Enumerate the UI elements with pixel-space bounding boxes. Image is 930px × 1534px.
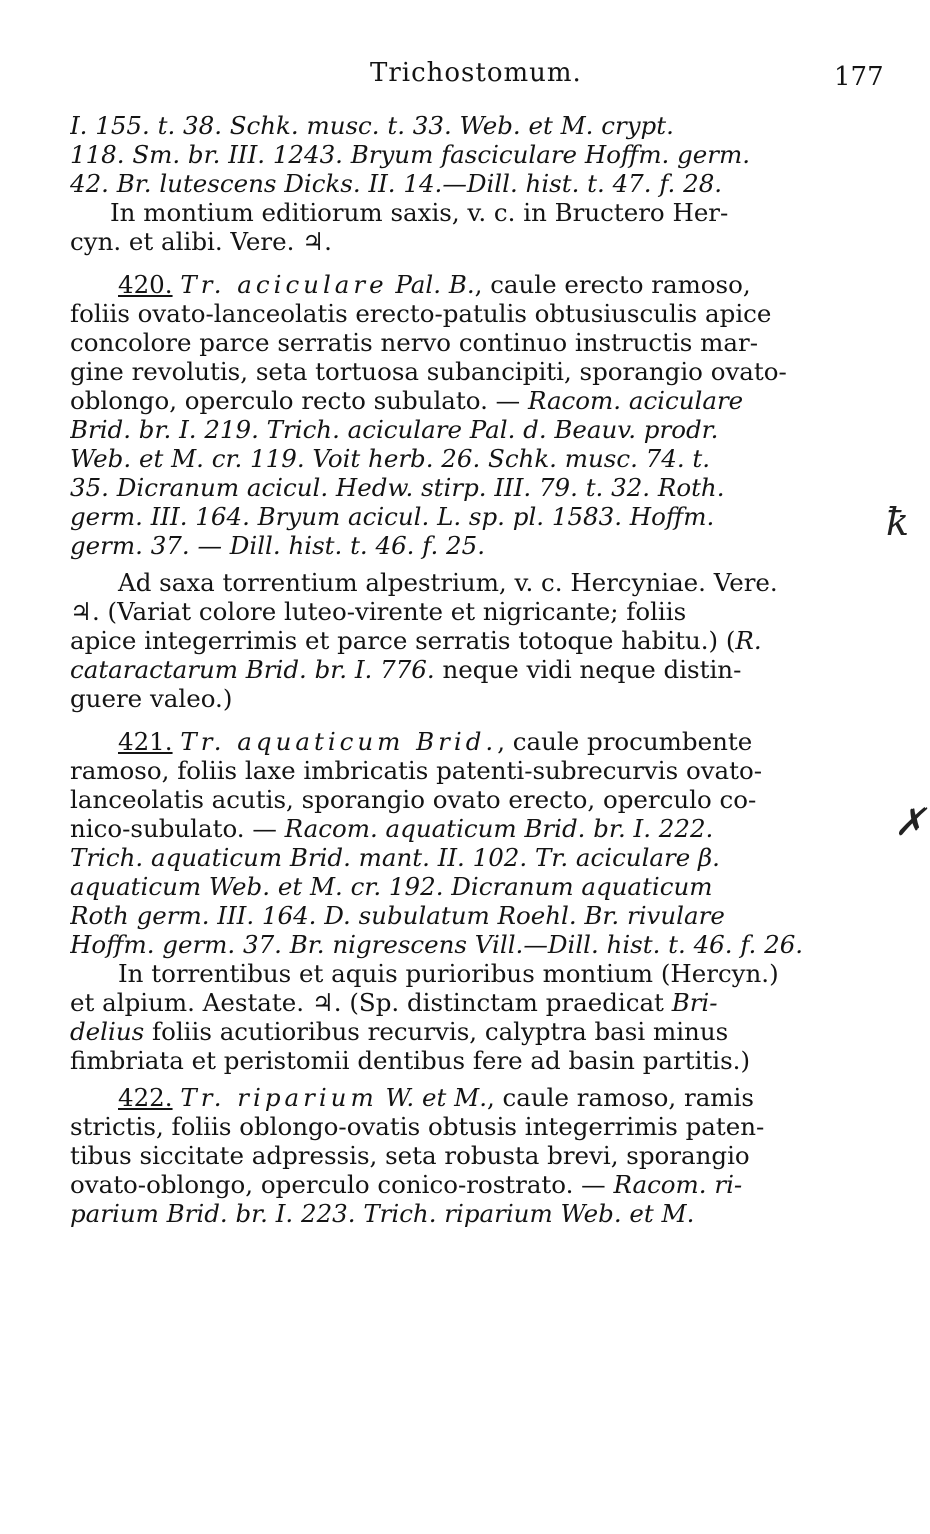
text-segment: Tr. aquaticum Brid. [180,727,498,756]
text-segment: Racom. aquaticum Brid. br. I. 222. [284,814,714,843]
text-segment: 118. Sm. br. III. 1243. Bryum fasciculare Hoffm. germ. [70,140,751,169]
page-header [0,50,930,96]
text-segment: 35. Dicranum acicul. Hedw. stirp. III. 79. t. 32. Roth. [70,473,725,502]
species-number: 422. [118,1083,173,1112]
text-segment: Tr. riparium [180,1083,378,1112]
text-segment: tibus siccitate adpressis, seta robusta brevi, sporangio [70,1141,750,1170]
paragraph-gap [70,560,876,568]
text-segment: ovato-oblongo, operculo conico-rostrato. — [70,1170,614,1199]
text-line [70,1112,876,1141]
text-segment: et alpium. Aestate. ♃. (Sp. distinctam praedicat [70,988,672,1017]
text-segment: fimbriata et peristomii dentibus fere ad basin partitis.) [70,1046,751,1075]
text-line [70,502,876,531]
margin-annotation-cross: ✗ [894,800,926,844]
paragraph-gap [70,1075,876,1083]
text-line [70,111,876,140]
text-segment: aquaticum Web. et M. cr. 192. Dicranum aquaticum [70,872,713,901]
text-segment: R. [735,626,762,655]
text-segment: Bri- [671,988,718,1017]
text-line [70,299,876,328]
page-number: 177 [834,62,884,92]
text-segment: Ad saxa torrentium alpestrium, v. c. Hercyniae. Vere. [118,568,778,597]
text-line [70,386,876,415]
text-line [70,655,876,684]
text-line [70,626,876,655]
text-line [70,415,876,444]
text-segment: I. 155. t. 38. Schk. musc. t. 33. Web. et M. crypt. [70,111,674,140]
text-segment: Racom. aciculare [527,386,744,415]
text-segment: parium Brid. br. I. 223. Trich. riparium Web. et M. [70,1199,695,1228]
text-line [70,1141,876,1170]
text-line [70,814,876,843]
text-segment: Web. et M. cr. 119. Voit herb. 26. Schk. musc. 74. t. [70,444,711,473]
text-line [70,1170,876,1199]
margin-annotation-mark: ꝁ [886,500,910,544]
text-segment: cyn. et alibi. Vere. ♃. [70,227,332,256]
text-line [70,727,876,756]
text-line [70,872,876,901]
text-line [70,930,876,959]
text-line [70,597,876,626]
text-segment: In torrentibus et aquis purioribus montium (Hercyn.) [118,959,779,988]
text-segment: W. et M. [385,1083,487,1112]
text-segment: Hoffm. germ. 37. Br. nigrescens Vill.—Dill. hist. t. 46. f. 26. [70,930,804,959]
text-line [70,169,876,198]
text-segment: strictis, foliis oblongo-ovatis obtusis integerrimis paten- [70,1112,765,1141]
text-line [70,901,876,930]
text-segment: Brid. br. I. 219. Trich. aciculare Pal. d. Beauv. prodr. [70,415,719,444]
text-line [70,756,876,785]
text-line [70,568,876,597]
text-segment: gine revolutis, seta tortuosa subancipiti, sporangio ovato- [70,357,787,386]
text-segment: apice integerrimis et parce serratis totoque habitu.) ( [70,626,736,655]
text-line [70,785,876,814]
text-line [70,444,876,473]
text-segment: germ. III. 164. Bryum acicul. L. sp. pl. 1583. Hoffm. [70,502,715,531]
text-segment: , caule ramoso, ramis [486,1083,754,1112]
text-segment: 42. Br. lutescens Dicks. II. 14.—Dill. hist. t. 47. f. 28. [70,169,723,198]
text-line [70,988,876,1017]
text-segment: Racom. ri- [613,1170,743,1199]
text-segment: Roth germ. III. 164. D. subulatum Roehl. Br. rivulare [70,901,725,930]
paragraph-gap [70,713,876,727]
text-segment: foliis acutioribus recurvis, calyptra basi minus [144,1017,729,1046]
text-segment: neque vidi neque distin- [434,655,742,684]
text-line [70,959,876,988]
running-title: Trichostomum. [370,58,582,88]
text-body [70,111,876,1228]
text-segment: In montium editiorum saxis, v. c. in Bructero Her- [110,198,729,227]
text-segment: foliis ovato-lanceolatis erecto-patulis obtusiusculis apice [70,299,772,328]
paragraph-gap [70,256,876,270]
text-segment: guere valeo.) [70,684,233,713]
text-line [70,1046,876,1075]
species-number: 420. [118,270,173,299]
text-line [70,1083,876,1112]
text-segment: lanceolatis acutis, sporangio ovato erecto, operculo co- [70,785,757,814]
text-segment: germ. 37. — Dill. hist. t. 46. f. 25. [70,531,485,560]
text-segment [378,1083,386,1112]
text-line [70,531,876,560]
text-line [70,198,876,227]
text-line [70,227,876,256]
text-segment: , caule erecto ramoso, [474,270,751,299]
text-segment: oblongo, operculo recto subulato. — [70,386,528,415]
text-segment: concolore parce serratis nervo continuo instructis mar- [70,328,758,357]
text-segment: Pal. B. [395,270,475,299]
text-segment: ramoso, foliis laxe imbricatis patenti-subrecurvis ovato- [70,756,763,785]
text-segment: , caule procumbente [497,727,753,756]
text-line [70,473,876,502]
text-segment: cataractarum Brid. br. I. 776. [70,655,435,684]
text-line [70,1199,876,1228]
text-line [70,1017,876,1046]
text-segment: nico-subulato. — [70,814,285,843]
text-line [70,140,876,169]
text-line [70,328,876,357]
text-segment: Tr. aciculare [180,270,388,299]
text-line [70,684,876,713]
text-segment: delius [70,1017,145,1046]
text-line [70,357,876,386]
text-line [70,270,876,299]
text-segment: ♃. (Variat colore luteo-virente et nigricante; foliis [70,597,687,626]
text-line [70,843,876,872]
species-number: 421. [118,727,173,756]
text-segment: Trich. aquaticum Brid. mant. II. 102. Tr. aciculare β. [70,843,720,872]
